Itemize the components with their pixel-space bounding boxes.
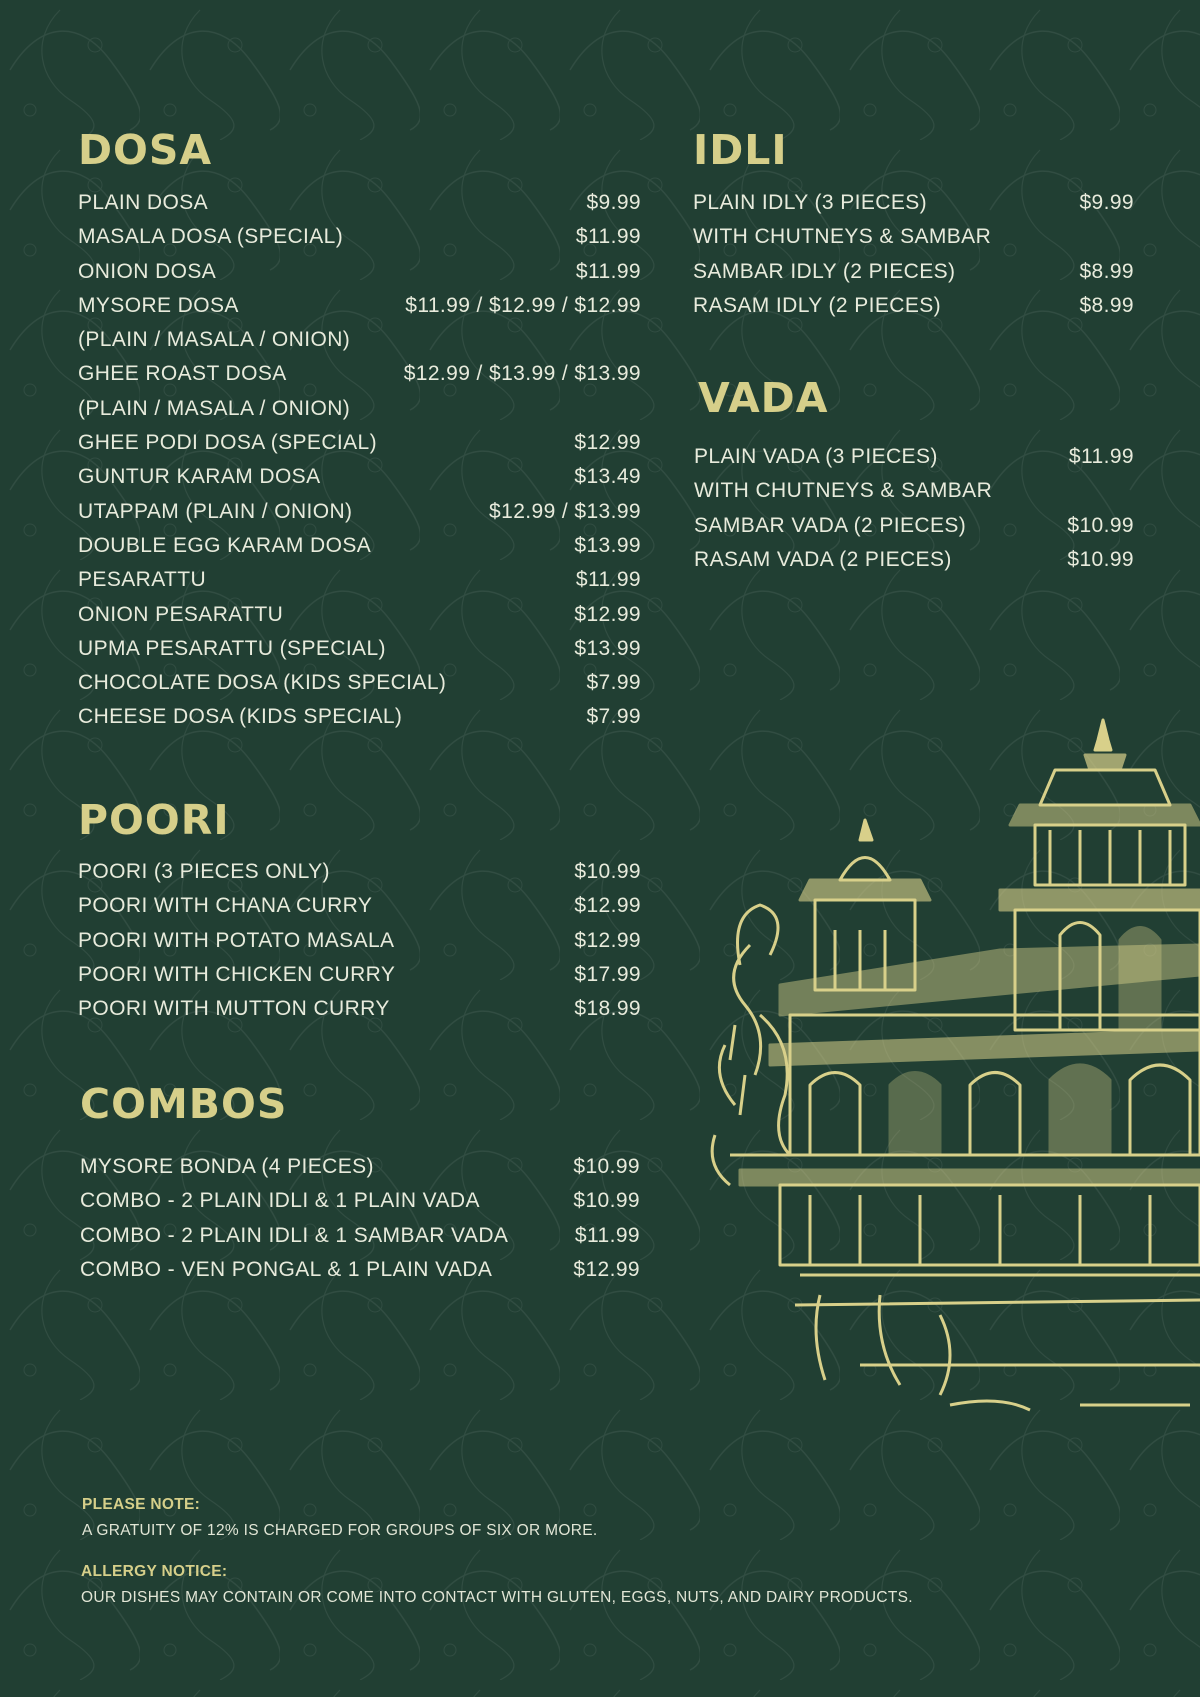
menu-item — [80, 1253, 640, 1287]
please-note-title: PLEASE NOTE: — [82, 1496, 201, 1513]
poori-heading: POORI — [78, 796, 230, 844]
menu-item — [78, 700, 641, 734]
menu-item — [78, 889, 641, 923]
menu-item-price: $12.99 / $13.99 — [489, 499, 641, 523]
menu-item-price: $11.99 — [575, 259, 641, 283]
menu-item-name: PLAIN IDLY (3 PIECES) — [693, 191, 928, 214]
menu-item — [694, 440, 1134, 474]
vada-items — [694, 440, 1134, 577]
menu-item-price: $18.99 — [574, 997, 641, 1021]
menu-item — [78, 563, 641, 597]
menu-item-price: $11.99 / $12.99 / $12.99 — [405, 293, 641, 317]
menu-item-name: COMBO - 2 PLAIN IDLI & 1 PLAIN VADA — [80, 1189, 480, 1213]
idli-section — [693, 126, 1134, 323]
menu-item-price: $11.99 — [574, 1223, 640, 1247]
menu-item-name: COMBO - 2 PLAIN IDLI & 1 SAMBAR VADA — [80, 1223, 509, 1247]
dosa-heading: DOSA — [78, 126, 213, 174]
menu-item — [78, 666, 641, 700]
menu-item-name: CHOCOLATE DOSA (KIDS SPECIAL) — [78, 671, 447, 695]
menu-item-price: $13.99 — [574, 533, 641, 557]
menu-item-price: $8.99 — [1079, 293, 1134, 317]
menu-item-name: SAMBAR IDLY (2 PIECES) — [693, 259, 956, 283]
menu-item-name: ONION PESARATTU — [78, 602, 284, 626]
menu-item — [78, 255, 641, 289]
menu-item — [78, 289, 641, 323]
menu-item — [78, 598, 641, 632]
menu-item-price: $10.99 — [1067, 513, 1134, 537]
menu-item-price: $13.49 — [574, 465, 641, 489]
menu-item — [78, 460, 641, 494]
menu-item-price: $12.99 / $13.99 / $13.99 — [403, 362, 641, 386]
menu-item — [693, 255, 1134, 289]
menu-item-price: $11.99 — [575, 568, 641, 592]
menu-item-price: $7.99 — [586, 705, 641, 729]
menu-item — [78, 426, 641, 460]
menu-item — [80, 1219, 640, 1253]
please-note — [82, 1492, 597, 1544]
menu-item-name: WITH CHUTNEYS & SAMBAR — [693, 225, 992, 249]
menu-item-name: (PLAIN / MASALA / ONION) — [78, 328, 351, 352]
menu-item-price: $8.99 — [1079, 259, 1134, 283]
menu-item — [78, 855, 641, 889]
menu-item — [78, 220, 641, 254]
menu-item-name: UPMA PESARATTU (SPECIAL) — [78, 636, 386, 660]
menu-item-price: $17.99 — [574, 962, 641, 986]
idli-heading: IDLI — [693, 126, 788, 174]
menu-item-price: $13.99 — [574, 636, 641, 660]
poori-section — [78, 796, 641, 1026]
menu-item-name: GHEE ROAST DOSA — [78, 362, 287, 386]
menu-item — [78, 186, 641, 220]
menu-item-price: $7.99 — [586, 671, 641, 695]
menu-item-price: $12.99 — [573, 1257, 640, 1281]
menu-item-price: $12.99 — [574, 602, 641, 626]
vada-section — [694, 374, 1134, 577]
menu-item-price: $10.99 — [1067, 547, 1134, 571]
menu-item-name: MYSORE BONDA (4 PIECES) — [80, 1155, 374, 1178]
menu-item — [78, 992, 641, 1026]
menu-item — [78, 357, 641, 391]
menu-item-name: (PLAIN / MASALA / ONION) — [78, 396, 351, 420]
menu-item-price: $10.99 — [573, 1189, 640, 1213]
menu-item — [78, 392, 641, 426]
menu-item-price: $12.99 — [574, 928, 641, 952]
combos-section — [80, 1080, 640, 1287]
menu-item — [78, 323, 641, 357]
poori-items — [78, 855, 641, 1026]
menu-item-name: RASAM IDLY (2 PIECES) — [693, 293, 942, 317]
menu-item-name: POORI WITH MUTTON CURRY — [78, 997, 390, 1021]
menu-item-name: DOUBLE EGG KARAM DOSA — [78, 533, 372, 557]
menu-item-name: GUNTUR KARAM DOSA — [78, 465, 321, 489]
allergy-notice — [81, 1559, 913, 1611]
menu-item-name: PESARATTU — [78, 568, 207, 592]
menu-item-name: MASALA DOSA (SPECIAL) — [78, 225, 344, 249]
menu-item-name: PLAIN VADA (3 PIECES) — [694, 445, 938, 468]
menu-item — [694, 543, 1134, 577]
menu-item-name: RASAM VADA (2 PIECES) — [694, 547, 952, 571]
menu-item-name: MYSORE DOSA — [78, 293, 239, 317]
menu-item — [80, 1184, 640, 1218]
menu-item-name: POORI WITH CHANA CURRY — [78, 894, 373, 918]
menu-item — [694, 509, 1134, 543]
combos-heading: COMBOS — [80, 1080, 288, 1128]
menu-item-name: POORI (3 PIECES ONLY) — [78, 860, 330, 883]
menu-item — [78, 958, 641, 992]
menu-item-price: $11.99 — [575, 225, 641, 249]
menu-item-price: $9.99 — [1079, 191, 1134, 214]
menu-item-price: $12.99 — [574, 431, 641, 455]
menu-item-name: COMBO - VEN PONGAL & 1 PLAIN VADA — [80, 1257, 493, 1281]
menu-item-price: $10.99 — [574, 860, 641, 883]
dosa-items — [78, 186, 641, 735]
menu-item-name: UTAPPAM (PLAIN / ONION) — [78, 499, 353, 523]
menu-item-name: POORI WITH POTATO MASALA — [78, 928, 395, 952]
menu-item-name: CHEESE DOSA (KIDS SPECIAL) — [78, 705, 403, 729]
allergy-notice-title: ALLERGY NOTICE: — [81, 1563, 228, 1580]
allergy-notice-text: OUR DISHES MAY CONTAIN OR COME INTO CONTACT WITH GLUTEN, EGGS, NUTS, AND DAIRY PRODUCTS. — [81, 1589, 913, 1606]
menu-item — [80, 1150, 640, 1184]
menu-item-price: $10.99 — [573, 1155, 640, 1178]
menu-item-price: $12.99 — [574, 894, 641, 918]
menu-item — [78, 529, 641, 563]
combos-items — [80, 1150, 640, 1287]
menu-item — [78, 924, 641, 958]
menu-item-name: ONION DOSA — [78, 259, 217, 283]
menu-item-name: POORI WITH CHICKEN CURRY — [78, 962, 396, 986]
menu-item-name: PLAIN DOSA — [78, 191, 209, 214]
menu-item — [693, 289, 1134, 323]
dosa-section — [78, 126, 641, 735]
menu-item — [78, 632, 641, 666]
menu-item-price: $11.99 — [1068, 445, 1134, 468]
menu-item — [78, 495, 641, 529]
menu-item-price: $9.99 — [586, 191, 641, 214]
vada-heading: VADA — [698, 374, 829, 422]
idli-items — [693, 186, 1134, 323]
menu-item — [693, 186, 1134, 220]
palace-sketch-icon — [700, 715, 1200, 1415]
menu-item-name: GHEE PODI DOSA (SPECIAL) — [78, 431, 378, 455]
menu-item — [694, 474, 1134, 508]
menu-item-name: SAMBAR VADA (2 PIECES) — [694, 513, 967, 537]
please-note-text: A GRATUITY OF 12% IS CHARGED FOR GROUPS OF SIX OR MORE. — [82, 1522, 598, 1539]
menu-item-name: WITH CHUTNEYS & SAMBAR — [694, 479, 993, 503]
menu-item — [693, 220, 1134, 254]
